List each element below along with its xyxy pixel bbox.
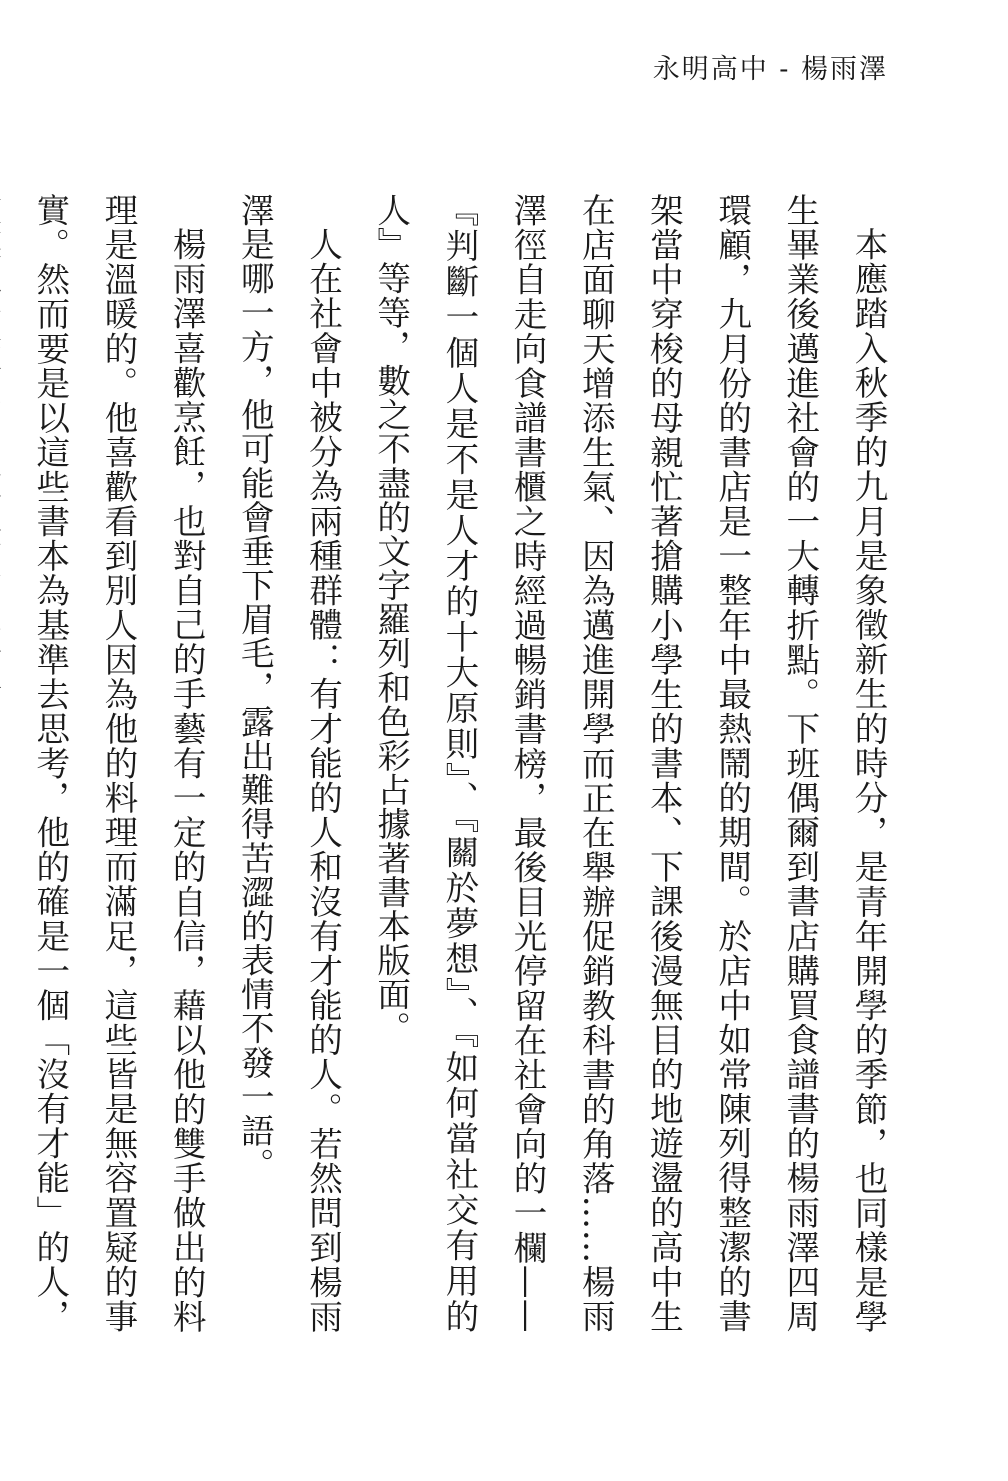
- paragraph-3: 楊雨澤喜歡烹飪，也對自己的手藝有一定的自信，藉以他的雙手做出的料理是溫暖的。他喜歡看到別人因為他的料理而滿足，這些皆是無容置疑的事實。然而要是以這些書本為基準去思考，他的確是一個「沒有才能」的人，: [30, 193, 207, 1333]
- paragraph-2: 人在社會中被分為兩種群體：有才能的人和沒有才能的人。若然問到楊雨澤是哪一方，他可能會垂下眉毛，露出難得苦澀的表情不發一語。: [235, 193, 343, 1333]
- page-header: 永明高中 - 楊雨澤: [652, 54, 888, 85]
- vertical-text-body: [30, 193, 902, 1333]
- paragraph-1: 本應踏入秋季的九月是象徵新生的時分，是青年開學的季節，也同樣是學生畢業後邁進社會的一大轉折點。下班偶爾到書店購買食譜書的楊雨澤四周環顧，九月份的書店是一整年中最熱鬧的期間。於店中如常陳列得整潔的書架當中穿梭的母親忙著搶購小學生的書本、下課後漫無目的地遊盪的高中生在店面聊天增添生氣、因為邁進開學而正在舉辦促銷教科書的角落……楊雨澤徑自走向食譜書櫃之時經過暢銷書榜，最後目光停留在社會向的一欄——『判斷一個人是不是人才的十大原則』、『關於夢想』、『如何當社交有用的人』等等，數之不盡的文字羅列和色彩占據著書本版面。: [371, 193, 888, 1333]
